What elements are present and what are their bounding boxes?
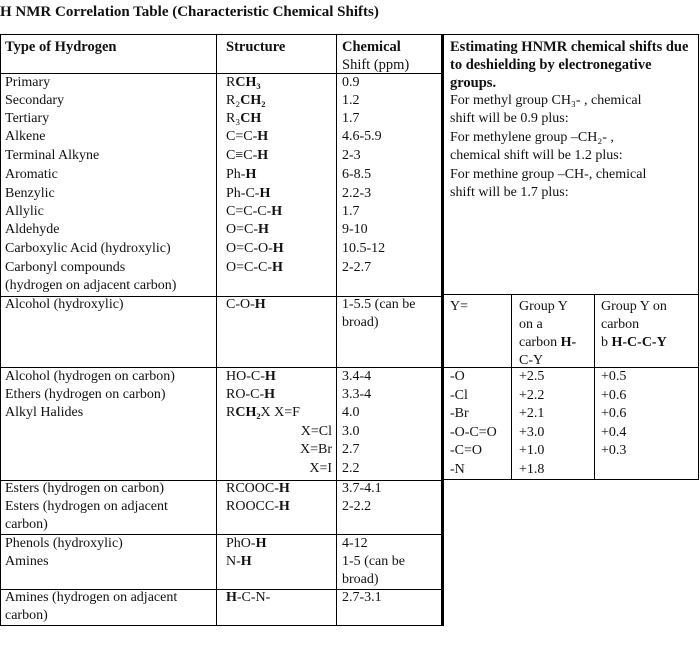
subtable-top-rule <box>441 294 699 295</box>
page-title: H NMR Correlation Table (Characteristic Chemical Shifts) <box>0 4 379 20</box>
estimate-line: shift will be 1.7 plus: <box>450 185 569 200</box>
row-structure: C-O-H <box>226 297 266 312</box>
table-border-left <box>0 34 1 626</box>
row-type: Alcohol (hydrogen on carbon) <box>5 369 175 384</box>
header-shift-line1: Chemical <box>342 39 401 55</box>
subtable-group: -C=O <box>450 443 483 459</box>
row-structure: HO-C-H <box>226 369 276 384</box>
row-type: Tertiary <box>5 111 50 126</box>
subtable-group: -Br <box>450 406 469 422</box>
row-shift-cont: broad) <box>342 315 379 330</box>
header-type: Type of Hydrogen <box>5 39 117 55</box>
row-shift: 2.2 <box>342 461 360 476</box>
row-structure: Ph-C-H <box>226 186 271 201</box>
row-structure: RO-C-H <box>226 387 276 402</box>
col-divider-structure <box>216 34 217 626</box>
row-type: Benzylic <box>5 186 55 201</box>
subtable-col3-l1: Group Y on <box>601 299 667 314</box>
subtable-col3-l3: b H-C-C-Y <box>601 335 667 350</box>
subtable-alpha-shift: +1.8 <box>519 462 545 477</box>
row-type: Phenols (hydroxylic) <box>5 536 123 551</box>
row-structure: C≡C-H <box>226 148 269 163</box>
row-shift: 4.0 <box>342 405 360 420</box>
row-shift: 4-12 <box>342 536 368 551</box>
row-shift: 9-10 <box>342 222 368 237</box>
row-type: Terminal Alkyne <box>5 148 100 163</box>
table-border-bottom <box>0 625 442 626</box>
subtable-divider-1 <box>511 294 512 480</box>
subtable-col2-l2: on a <box>519 317 543 332</box>
row-shift-cont: broad) <box>342 572 379 587</box>
estimate-line: For methyl group CH₃- , chemical <box>450 93 642 108</box>
row-structure: X=Br <box>299 442 332 457</box>
row-structure: O=C-C-H <box>226 260 283 275</box>
row-type: Carbonyl compounds <box>5 260 126 275</box>
row-shift: 2.2-3 <box>342 186 372 201</box>
row-shift: 4.6-5.9 <box>342 129 382 144</box>
row-shift: 2.7 <box>342 442 360 457</box>
subtable-alpha-shift: +2.2 <box>519 387 545 403</box>
row-shift: 10.5-12 <box>342 241 386 256</box>
col-divider-estimate <box>441 34 444 626</box>
estimate-line: For methine group –CH-, chemical <box>450 166 647 182</box>
estimate-line: shift will be 0.9 plus: <box>450 111 569 127</box>
row-shift: 2.7-3.1 <box>342 590 382 605</box>
subtable-group: -Cl <box>450 387 468 403</box>
header-structure: Structure <box>226 39 286 55</box>
row-structure: Ph-H <box>226 167 257 182</box>
row-shift: 3.4-4 <box>342 369 372 384</box>
row-shift: 2-2.2 <box>342 499 372 514</box>
row-structure: RCOOC-H <box>226 481 290 496</box>
subtable-group: -O-C=O <box>450 424 497 440</box>
col-divider-shift <box>336 34 337 626</box>
subtable-col2-l1: Group Y <box>519 299 568 314</box>
subtable-bottom-rule <box>441 479 699 480</box>
subtable-group: -O <box>450 369 465 384</box>
row-shift: 1-5.5 (can be <box>342 297 416 312</box>
row-type: (hydrogen on adjacent carbon) <box>5 278 177 293</box>
subtable-alpha-shift: +2.1 <box>519 406 545 422</box>
row-type: Aldehyde <box>5 222 60 237</box>
row-shift: 0.9 <box>342 75 360 90</box>
row-structure: RCH₂X X=F <box>226 405 300 420</box>
row-type: Allylic <box>5 204 44 219</box>
subtable-col3-l2: carbon <box>601 317 640 332</box>
row-type: Aromatic <box>5 167 58 182</box>
row-shift: 3.0 <box>342 424 360 439</box>
header-shift-line2: Shift (ppm) <box>342 57 410 73</box>
row-type: Ethers (hydrogen on carbon) <box>5 387 166 402</box>
row-shift: 6-8.5 <box>342 167 372 182</box>
row-type: Amines (hydrogen on adjacent <box>5 590 178 605</box>
row-structure: C=C-H <box>226 129 269 144</box>
row-type: Carboxylic Acid (hydroxylic) <box>5 241 171 256</box>
row-shift: 2-2.7 <box>342 260 372 275</box>
subtable-y-label: Y= <box>450 299 469 314</box>
subtable-beta-shift: +0.5 <box>601 369 627 384</box>
row-structure: N-H <box>226 554 252 569</box>
row-structure: O=C-H <box>226 222 269 237</box>
subtable-divider-2 <box>594 294 595 480</box>
row-structure: R₃CH <box>226 111 262 126</box>
row-type-cont: carbon) <box>5 608 48 623</box>
row-structure: X=Cl <box>300 424 332 439</box>
estimate-line: chemical shift will be 1.2 plus: <box>450 148 623 164</box>
row-type: Alcohol (hydroxylic) <box>5 297 124 312</box>
subtable-alpha-shift: +2.5 <box>519 369 545 384</box>
row-shift: 2-3 <box>342 148 361 163</box>
row-shift: 1.2 <box>342 93 360 108</box>
row-shift: 1.7 <box>342 204 360 219</box>
row-shift: 1-5 (can be <box>342 554 405 569</box>
row-structure: C=C-C-H <box>226 204 283 219</box>
row-structure: H-C-N- <box>226 590 271 605</box>
row-type: Primary <box>5 75 51 90</box>
row-structure: R₂CH₂ <box>226 93 266 108</box>
row-type: Alkene <box>5 129 46 144</box>
subtable-col2-l4: C-Y <box>519 353 544 368</box>
subtable-beta-shift: +0.6 <box>601 387 627 403</box>
table-border-top <box>0 34 699 35</box>
row-structure: RCH₃ <box>226 75 261 90</box>
row-shift: 3.3-4 <box>342 387 372 402</box>
row-structure: ROOCC-H <box>226 499 290 514</box>
row-type: Esters (hydrogen on adjacent <box>5 499 168 514</box>
estimate-line: For methylene group –CH₂- , <box>450 129 614 145</box>
subtable-beta-shift: +0.6 <box>601 406 627 422</box>
row-type: Alkyl Halides <box>5 405 84 420</box>
subtable-alpha-shift: +3.0 <box>519 424 545 440</box>
row-type: Secondary <box>5 93 65 108</box>
row-structure: X=I <box>309 461 332 476</box>
row-shift: 1.7 <box>342 111 360 126</box>
table-border-right <box>698 34 699 480</box>
subtable-beta-shift: +0.4 <box>601 424 627 440</box>
subtable-alpha-shift: +1.0 <box>519 443 545 459</box>
subtable-col2-l3: carbon H- <box>519 335 577 350</box>
row-structure: O=C-O-H <box>226 241 284 256</box>
subtable-group: -N <box>450 462 465 477</box>
row-structure: PhO-H <box>226 536 267 551</box>
subtable-beta-shift: +0.3 <box>601 443 627 459</box>
row-shift: 3.7-4.1 <box>342 481 382 496</box>
row-type: Amines <box>5 554 49 569</box>
row-type: Esters (hydrogen on carbon) <box>5 481 165 496</box>
row-type-cont: carbon) <box>5 517 48 532</box>
estimate-heading: Estimating HNMR chemical shifts due to deshielding by electronegative groups. <box>450 39 689 91</box>
